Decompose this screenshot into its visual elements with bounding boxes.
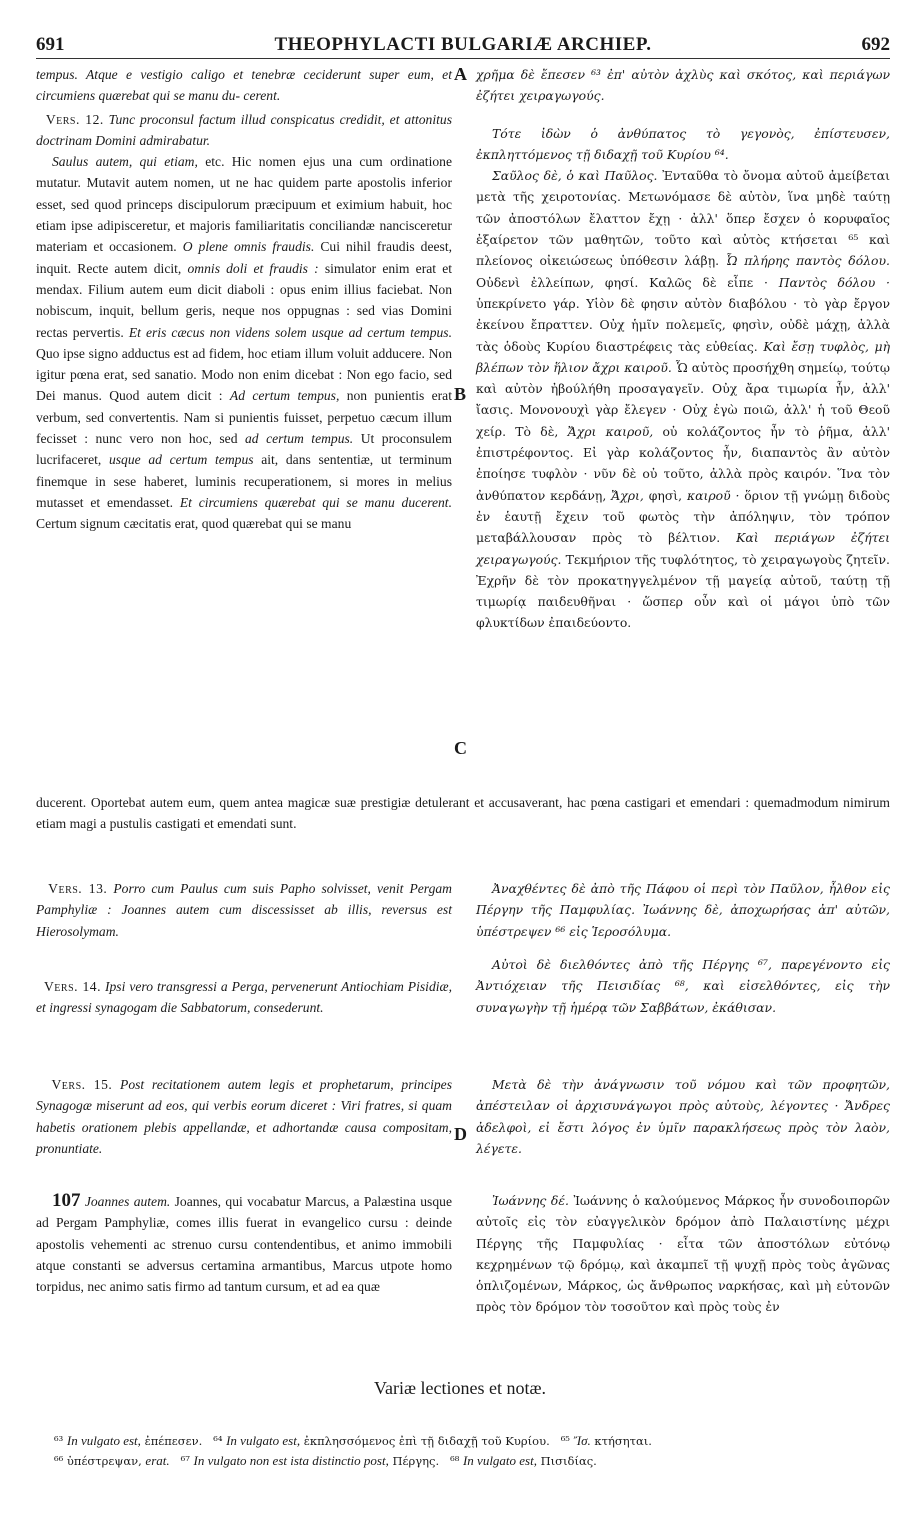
commentary-text: Τεκμήριον τῆς τυφλότητος, τὸ χειραγωγοὺς ζητεῖν. Ἐχρῆν δὲ τὸν προκατηγγελμένον τῇ μαγείᾳ αὐτοῦ, ταύτῃ τῇ τιμωρίᾳ παιδευθῆναι · ὥσπερ οὖν καὶ οἱ μάγοι ὑπὸ τῶν φλυκτίδων ἐπαιδεύοντο. (476, 551, 890, 631)
note-line-1 (54, 1432, 894, 1450)
lemma: omnis doli et fraudis : (187, 260, 319, 276)
lemma: Παντὸς δόλου · (778, 274, 890, 290)
page-number-left: 691 (36, 34, 65, 55)
verse-label: Vers. 13. (48, 881, 108, 896)
commentary-text: Certum signum cæcitatis erat, quod quærebat qui se manu (36, 516, 352, 532)
commentary-text: Ἐνταῦθα τὸ ὄνομα αὐτοῦ ἀμείβεται μετὰ τῆς χειροτονίας. Μετωνόμασε δὲ αὐτὸν, ἵνα μηδὲ ταύτῃ τῶν ἀποστόλων ἔλαττον ἔχῃ · ἀλλ' ὅπερ ἔσχεν ὁ κορυφαῖος ἐξαίρετον τῶν μαθητῶν, τοῦτο καὶ αὐτὸς κτήσεται ⁶⁵ καὶ πλείονος οἰκειώσεως ὑπόθεσιν λάβῃ. (476, 168, 890, 269)
note-text: In vulgato non est ista distinctio post, (193, 1453, 389, 1468)
lemma: καιροῦ · (686, 487, 740, 503)
lemma: Καὶ ἔσῃ τυφλὸς, μὴ βλέπων τὸν ἥλιον ἄχρι καιροῦ. (476, 338, 890, 375)
lemma: Joannes autem. (84, 1194, 171, 1209)
lemma: O plene omnis fraudis. (182, 239, 315, 255)
commentary-text: ὅριον τῇ γνώμῃ διδοὺς ἐν ἑαυτῇ ἔχειν τοῦ φωτὸς τὴν ἀπόληψιν, τὸν τρόπον μεταβάλλουσαν πρὸς τὸ βέλτιον. (476, 487, 890, 546)
margin-letter-c: C (454, 738, 467, 758)
lemma: Et circumiens quærebat qui se manu ducerent. (179, 494, 452, 510)
latin-line: cerent. (243, 88, 281, 104)
commentary-text: Ut proconsulem lucrifaceret, (36, 431, 452, 468)
lemma: Saulus autem, qui etiam, (52, 154, 198, 170)
note-text: Ἴσ. (573, 1433, 591, 1448)
latin-verse-11-end (36, 64, 452, 107)
latin-verse-13 (36, 878, 452, 942)
commentary-text: Cui nihil fraudis deest, inquit. Recte autem dicit, (36, 239, 452, 276)
margin-letter-a: A (454, 64, 467, 84)
verse-label: Vers. 15. (51, 1077, 113, 1092)
latin-verse-12 (36, 109, 452, 152)
lemma: Ad certum tempus, (229, 388, 340, 404)
lemma: Ἄχρι καιροῦ, (567, 423, 654, 439)
commentary-text: ὑπεκρίνετο γάρ. Υἱὸν δὲ φησιν αὐτὸν διαβόλου · τὸ γὰρ ἔργον ἐκείνου ἔπραττεν. Οὐχ ἡμῖν πολεμεῖς, φησὶν, οὐδὲ μάχῃ, ἀλλὰ τὰς ὁδοὺς Κυρίου διαστρέφεις τὰς εὐθείας. (476, 295, 890, 354)
note-number: ⁶⁴ (213, 1434, 223, 1448)
latin-column-top (36, 64, 452, 535)
note-text: In vulgato est, (226, 1433, 301, 1448)
note-text: ἐπέπεσεν. (144, 1434, 203, 1448)
greek-commentary-2 (476, 1190, 890, 1318)
verse-label: Vers. 14. (43, 979, 101, 994)
greek-verse-11-end: χρῆμα δὲ ἔπεσεν ⁶³ ἐπ' αὐτὸν ἀχλὺς καὶ σκότος, καὶ περιάγων ἐζήτει χειραγωγούς. (476, 67, 890, 104)
note-text: ὑπέστρεψαν, (66, 1454, 142, 1468)
lemma: Et eris cæcus non videns solem usque ad certum tempus. (128, 324, 452, 340)
commentary-text: non punientis erat verbum, sed convertentis. Nam si punientis fuisset, perpetuo cæcum illum fecisset : nunc vero non hoc, sed (36, 388, 452, 447)
section-number: 107 (52, 1190, 81, 1211)
note-text: Πέργης. (392, 1454, 440, 1468)
commentary-text: Quo ipse signo adductus est ad fidem, hoc etiam illum voluit adducere. Non igitur pœna erat, sed sanatio. Modo non enim dicebat : Non ego facio, sed Dei manus. Quod autem dicit : (36, 345, 452, 404)
lemma: Ὦ πλήρης παντὸς δόλου. (725, 253, 890, 269)
note-text: Πισιδίας. (540, 1454, 597, 1468)
latin-commentary-2 (36, 1190, 452, 1297)
note-number: ⁶⁶ (54, 1454, 64, 1468)
verse-text: Αὐτοὶ δὲ διελθόντες ἀπὸ τῆς Πέργης ⁶⁷, παρεγένοντο εἰς Ἀντιόχειαν τῆς Πεισιδίας ⁶⁸, καὶ εἰσελθόντες, εἰς τὴν συναγωγὴν τῇ ἡμέρᾳ τῶν Σαββάτων, ἐκάθισαν. (476, 957, 890, 1015)
greek-verse-15 (476, 1074, 890, 1159)
verse-text: Ἀναχθέντες δὲ ἀπὸ τῆς Πάφου οἱ περὶ τὸν Παῦλον, ἦλθον εἰς Πέργην τῆς Παμφυλίας. Ἰωάννης δὲ, ἀποχωρήσας ἀπ' αὐτῶν, ὑπέστρεψεν ⁶⁶ εἰς Ἱεροσόλυμα. (476, 881, 890, 939)
running-head (36, 34, 890, 59)
notes-title: Variæ lectiones et notæ. (374, 1378, 546, 1398)
greek-column-top (476, 64, 890, 634)
latin-line: super eum, et circumiens quærebat qui se manu du- (36, 67, 452, 104)
verse-text: Porro cum Paulus cum suis Papho solvisset, venit Pergam Pamphyliæ : Joannes autem cum discessisset ab illis, reversus est Hierosolymam. (36, 881, 452, 939)
lemma: Ἄχρι, (611, 487, 644, 503)
note-text: In vulgato est, (462, 1453, 537, 1468)
greek-verse-12: Τότε ἰδὼν ὁ ἀνθύπατος τὸ γεγονὸς, ἐπίστευσεν, ἐκπληττόμενος τῇ διδαχῇ τοῦ Κυρίου ⁶⁴. (476, 125, 890, 162)
commentary-text: Ὧ αὐτὸς προσήχθη σημείῳ, τούτῳ καὶ αὐτὸν ἠβούλήθη προσαγαγεῖν. Οὐχ ἄρα τιμωρία ἦν, ἀλλ' ἴασις. Μονονουχὶ γὰρ ἔλεγεν · Οὐχ ἐγὼ ποιῶ, ἀλλ' ἡ τοῦ Θεοῦ χείρ. Τὸ δὲ, (476, 359, 890, 439)
verse-label: Vers. 12. (45, 111, 104, 127)
commentary-text: Joannes, qui vocabatur Marcus, a Palæstina usque ad Pergam Pamphyliæ, comes illis fuerat in evangelico cursu : deinde apostolis vehementi ac strenuo cursu contendentibus, et animo immobili atque constanti se adversus certamina armantibus, Marcus utpote homo torpidus, nec animo satis firmo ad tantum cursum, et ad ea quæ (36, 1194, 452, 1295)
greek-commentary-1 (476, 165, 890, 634)
verse-text: Post recitationem autem legis et prophetarum, principes Synagogæ miserunt ad eos, qui verbis eorum diceret : Viri fratres, si quam habetis orationem plebis appellandæ, et adhortandæ causa compositam, pronuntiate. (36, 1077, 453, 1156)
commentary-text: etc. Hic nomen ejus una cum ordinatione mutatur. Mutavit autem nomen, ut ne hac quidem parte apostolis inferior esset, sed quod princeps discipulorum præcipuum et eximium habuit, hoc etiam ipse adipisceretur, et majoris familiaritatis conciliandæ nancisceretur materiam et occasionem. (36, 154, 452, 255)
latin-full-width-text: ducerent. Oportebat autem eum, quem antea magicæ suæ prestigiæ detulerant et accusaverant, hac pœna castigari et emendari : quemadmodum nimirum etiam magi a pustulis castigati et emendati sunt. (36, 795, 890, 832)
latin-commentary-1 (36, 151, 452, 534)
note-number: ⁶⁵ (560, 1434, 570, 1448)
lemma: Ἰωάννης δέ. (492, 1193, 569, 1208)
lemma: ad certum tempus. (245, 431, 354, 447)
latin-verse-14 (36, 976, 452, 1019)
page-number-right: 692 (861, 34, 890, 55)
lemma: Σαῦλος δὲ, ὁ καὶ Παῦλος. (492, 168, 658, 184)
note-line-2 (54, 1452, 894, 1470)
commentary-text: ait, dans sententiæ, ut terminum finemque in sese haberet, luminis recuperationem, si mores in melius mutasset et emendasset. (36, 452, 452, 510)
note-text: erat. (145, 1453, 170, 1468)
commentary-text: simulator enim erat et mendax. Filium autem eum dicit diaboli : opus enim illius faciebat. Non nobiscum, inquit, bellum geris, neque nos oppugnas : sed vias Domini rectas pervertis. (36, 260, 453, 340)
latin-full-width-paragraph (36, 792, 890, 835)
latin-verse-15 (36, 1074, 452, 1159)
verse-text: Ipsi vero transgressi a Perga, pervenerunt Antiochiam Pisidiæ, et ingressi synagogam die Sabbatorum, consederunt. (36, 979, 452, 1016)
commentary-text: Οὐδενὶ ἐλλείπων, φησί. Καλῶς δὲ εἶπε · (476, 274, 768, 290)
greek-verse-14 (476, 954, 890, 1018)
note-number: ⁶³ (54, 1434, 64, 1448)
note-text: In vulgato est, (66, 1433, 141, 1448)
verse-text: Tunc proconsul factum illud conspicatus credidit, et attonitus doctrinam Domini admirabatur. (36, 111, 452, 148)
lemma: Καὶ περιάγων ἐζήτει χειραγωγούς. (476, 530, 890, 567)
note-text: κτήσηται. (594, 1434, 652, 1448)
greek-verse-13 (476, 878, 890, 942)
commentary-text: φησὶ, (648, 487, 683, 503)
verse-text: Μετὰ δὲ τὴν ἀνάγνωσιν τοῦ νόμου καὶ τῶν προφητῶν, ἀπέστειλαν οἱ ἀρχισυνάγωγοι πρὸς αὐτοὺς, λέγοντες · Ἄνδρες ἀδελφοὶ, εἰ ἔστι λόγος ἐν ὑμῖν παρακλήσεως πρὸς τὸν λαὸν, λέγετε. (476, 1077, 890, 1156)
note-text: ἐκπλησσόμενος ἐπὶ τῇ διδαχῇ τοῦ Κυρίου. (303, 1434, 550, 1448)
commentary-text: οὐ κολάζοντος ἦν τὸ ῥῆμα, ἀλλ' ἐπιστρέφοντος. Εἰ γὰρ κολάζοντος ἦν, διαπαντὸς ἂν αὐτὸν ἐποίησε τυφλὸν · νῦν δὲ οὐ τοῦτο, ἀλλὰ πρὸς καιρόν. Ἵνα τὸν ἀνθύπατον κερδάνῃ, (476, 423, 890, 503)
running-title: THEOPHYLACTI BULGARIÆ ARCHIEP. (274, 34, 652, 55)
note-number: ⁶⁸ (450, 1454, 460, 1468)
margin-letter-b: B (454, 384, 467, 404)
note-number: ⁶⁷ (180, 1454, 190, 1468)
latin-line: tempus. Atque e vestigio caligo et tenebræ ceciderunt (36, 67, 361, 82)
margin-letter-d: D (454, 1124, 467, 1144)
lemma: usque ad certum tempus (108, 452, 254, 468)
commentary-text: Ἰωάννης ὁ καλούμενος Μάρκος ἦν συνοδοιπορῶν αὐτοῖς εἰς τὸν εὐαγγελικὸν δρόμον ἀπὸ Παλαιστίνης μέχρι Πέργης τῆς Παμφυλίας · εἶτα τῶν ἀποστόλων εὐτόνῳ κεχρημένων τῷ δρόμῳ, καὶ ἀκαμπεῖ τῇ ψυχῇ πρὸς τοὺς ἀγῶνας ὁπλιζομένων, Μάρκος, ὡς ἄνθρωπος ναρκήσας, καὶ μὴ εὐτονῶν πρὸς τὸν δρόμον τὸν τοσοῦτον καὶ πρὸς τοὺς ἐν (476, 1193, 890, 1315)
